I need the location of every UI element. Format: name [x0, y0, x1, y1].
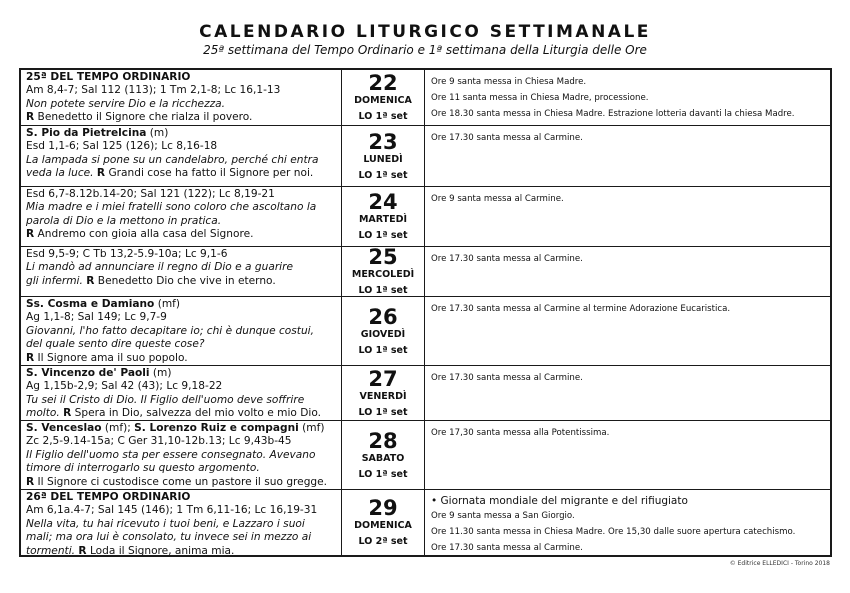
page-title: CALENDARIO LITURGICO SETTIMANALE: [199, 22, 651, 42]
celebration-name: Ss. Cosma e Damiano: [26, 298, 155, 310]
celebration-name: S. Venceslao: [26, 422, 102, 434]
readings-cell: [21, 297, 341, 365]
reading-text: molto.: [26, 407, 60, 420]
readings-cell: [21, 70, 341, 125]
event-item: Ore 17.30 santa messa al Carmine.: [431, 254, 583, 264]
reading-line: [26, 449, 336, 462]
day-row: [21, 365, 830, 420]
weekday-name: VENERDÌ: [359, 390, 407, 402]
events-cell: [425, 490, 830, 555]
day-number: 25: [368, 245, 398, 269]
reading-text: gli infermi.: [26, 274, 83, 287]
weekday-name: GIOVEDÌ: [360, 328, 406, 340]
event-highlight: • Giornata mondiale del migrante e del rifiugiato: [431, 495, 688, 507]
day-row: [21, 296, 830, 365]
day-row: [21, 420, 830, 489]
day-row: [21, 125, 830, 186]
liturgy-hours-set: LO 1ª set: [358, 169, 408, 181]
liturgy-hours-set: LO 1ª set: [358, 111, 408, 122]
reading-text: Ag 1,15b-2,9; Sal 42 (43); Lc 9,18-22: [26, 380, 223, 393]
ritornello-text: Benedetto Dio che vive in eterno.: [97, 274, 276, 287]
event-item: Ore 17.30 santa messa al Carmine.: [431, 133, 583, 143]
ritornello-text: Il Signore ama il suo popolo.: [37, 351, 188, 364]
reading-line: [26, 167, 336, 180]
day-row: [21, 186, 830, 246]
reading-line: [26, 275, 336, 288]
ritornello-mark: R: [78, 544, 87, 555]
reading-text: Il Figlio dell'uomo sta per essere consegnato. Avevano: [26, 448, 316, 461]
weekday-name: SABATO: [361, 452, 405, 464]
date-cell: [341, 187, 425, 246]
date-cell: [341, 490, 425, 555]
event-item: Ore 9 santa messa a San Giorgio.: [431, 511, 575, 521]
date-cell: [341, 126, 425, 186]
ritornello-mark: R: [26, 111, 35, 124]
weekday-name: DOMENICA: [354, 95, 412, 106]
reading-line: [26, 154, 336, 167]
reading-text: Esd 6,7-8.12b.14-20; Sal 121 (122); Lc 8,19-21: [26, 188, 275, 200]
ritornello-text: Il Signore ci custodisce come un pastore il suo gregge.: [37, 475, 328, 488]
ritornello-line: [26, 352, 336, 365]
celebration-rank: (mf): [298, 422, 325, 434]
event-item: Ore 17.30 santa messa al Carmine al termine Adorazione Eucaristica.: [431, 304, 731, 314]
reading-line: [26, 367, 336, 380]
page-subtitle: 25ª settimana del Tempo Ordinario e 1ª settimana della Liturgia delle Ore: [203, 43, 647, 57]
readings-cell: [21, 490, 341, 555]
event-item: Ore 11 santa messa in Chiesa Madre, processione.: [431, 93, 649, 103]
reading-text: Esd 1,1-6; Sal 125 (126); Lc 8,16-18: [26, 140, 218, 153]
reading-line: [26, 407, 336, 420]
reading-text: timore di interrogarlo su questo argomento.: [26, 462, 260, 475]
day-row: [21, 70, 830, 125]
publisher-footer: © Editrice ELLEDICI - Torino 2018: [729, 560, 830, 567]
day-number: 24: [368, 190, 398, 214]
celebration-name: S. Lorenzo Ruiz e compagni: [134, 422, 299, 434]
day-number: 29: [368, 496, 398, 520]
celebration-rank: (m): [146, 127, 169, 139]
events-cell: [425, 70, 830, 125]
reading-text: veda la luce.: [26, 167, 94, 180]
event-item: Ore 9 santa messa in Chiesa Madre.: [431, 77, 587, 87]
ritornello-mark: R: [26, 351, 35, 364]
readings-cell: [21, 126, 341, 186]
day-number: 23: [368, 129, 398, 154]
reading-line: [26, 261, 336, 274]
events-cell: [425, 297, 830, 365]
reading-line: [26, 298, 336, 311]
date-cell: [341, 297, 425, 365]
liturgy-hours-set: LO 1ª set: [358, 285, 408, 296]
celebration-name: 26ª DEL TEMPO ORDINARIO: [26, 491, 191, 503]
events-cell: [425, 126, 830, 186]
day-number: 26: [368, 304, 398, 329]
celebration-rank: (mf);: [101, 422, 135, 434]
reading-text: del quale sento dire queste cose?: [26, 338, 205, 351]
liturgy-hours-set: LO 1ª set: [358, 406, 408, 418]
ritornello-text: Grandi cose ha fatto il Signore per noi.: [108, 167, 314, 180]
reading-line: [26, 140, 336, 153]
celebration-name: S. Pio da Pietrelcina: [26, 127, 147, 139]
reading-text: Am 6,1a.4-7; Sal 145 (146); 1 Tm 6,11-16; Lc 16,19-31: [26, 504, 318, 517]
date-cell: [341, 247, 425, 296]
ritornello-mark: R: [96, 167, 106, 180]
ritornello-line: [26, 111, 336, 124]
reading-text: Mia madre e i miei fratelli sono coloro che ascoltano la: [26, 201, 317, 214]
date-cell: [341, 70, 425, 125]
event-item: Ore 17.30 santa messa al Carmine.: [431, 373, 583, 383]
reading-line: [26, 311, 336, 324]
reading-line: [26, 462, 336, 475]
date-cell: [341, 421, 425, 489]
reading-line: [26, 545, 336, 555]
liturgy-hours-set: LO 1ª set: [358, 230, 408, 241]
celebration-name: S. Vincenzo de' Paoli: [26, 367, 150, 379]
day-row: [21, 489, 830, 555]
readings-cell: [21, 421, 341, 489]
reading-text: Am 8,4-7; Sal 112 (113); 1 Tm 2,1-8; Lc 16,1-13: [26, 84, 281, 97]
event-item: Ore 18.30 santa messa in Chiesa Madre. Estrazione lotteria davanti la chiesa Madre.: [431, 109, 795, 119]
event-item: Ore 9 santa messa al Carmine.: [431, 194, 564, 204]
reading-line: [26, 127, 336, 140]
liturgy-hours-set: LO 1ª set: [358, 344, 408, 356]
reading-line: [26, 215, 336, 228]
day-number: 27: [368, 366, 398, 391]
event-item: Ore 17.30 santa messa al Carmine.: [431, 543, 583, 553]
reading-text: Li mandò ad annunciare il regno di Dio e a guarire: [26, 261, 293, 274]
event-item: Ore 11.30 santa messa in Chiesa Madre. Ore 15,30 dalle suore apertura catechismo.: [431, 527, 796, 537]
reading-text: Ag 1,1-8; Sal 149; Lc 9,7-9: [26, 311, 167, 324]
reading-line: [26, 338, 336, 351]
ritornello-mark: R: [63, 407, 72, 420]
reading-text: Tu sei il Cristo di Dio. Il Figlio dell'uomo deve soffrire: [26, 393, 305, 406]
reading-text: parola di Dio e la mettono in pratica.: [26, 214, 222, 227]
reading-text: Giovanni, l'ho fatto decapitare io; chi è dunque costui,: [26, 324, 314, 337]
readings-cell: [21, 366, 341, 420]
ritornello-text: Andremo con gioia alla casa del Signore.: [37, 228, 254, 241]
reading-line: [26, 380, 336, 393]
reading-text: Esd 9,5-9; C Tb 13,2-5.9-10a; Lc 9,1-6: [26, 248, 228, 260]
weekday-name: LUNEDÌ: [363, 153, 403, 165]
ritornello-mark: R: [86, 274, 95, 287]
events-cell: [425, 366, 830, 420]
reading-text: Non potete servire Dio e la ricchezza.: [26, 97, 226, 110]
weekday-name: MERCOLEDÌ: [351, 269, 415, 280]
ritornello-line: [26, 476, 336, 489]
reading-line: [26, 394, 336, 407]
readings-cell: [21, 247, 341, 296]
events-cell: [425, 247, 830, 296]
reading-line: [26, 504, 336, 517]
ritornello-text: Benedetto il Signore che rialza il povero.: [37, 111, 253, 124]
reading-line: [26, 531, 336, 544]
reading-text: La lampada si pone su un candelabro, perché chi entra: [26, 153, 319, 166]
day-number: 22: [368, 71, 398, 95]
liturgy-hours-set: LO 2ª set: [358, 536, 408, 547]
reading-line: [26, 491, 336, 504]
celebration-name: 25ª DEL TEMPO ORDINARIO: [26, 71, 191, 83]
day-row: [21, 246, 830, 296]
date-cell: [341, 366, 425, 420]
readings-cell: [21, 187, 341, 246]
reading-text: Nella vita, tu hai ricevuto i tuoi beni, e Lazzaro i suoi: [26, 517, 305, 530]
reading-line: [26, 435, 336, 448]
reading-line: [26, 71, 336, 84]
reading-line: [26, 325, 336, 338]
reading-line: [26, 98, 336, 111]
events-cell: [425, 421, 830, 489]
weekday-name: DOMENICA: [354, 520, 412, 531]
reading-text: Zc 2,5-9.14-15a; C Ger 31,10-12b.13; Lc 9,43b-45: [26, 435, 292, 448]
reading-line: [26, 201, 336, 214]
reading-line: [26, 188, 336, 201]
ritornello-text: Loda il Signore, anima mia.: [89, 544, 235, 555]
ritornello-text: Spera in Dio, salvezza del mio volto e mio Dio.: [74, 407, 322, 420]
calendar-table: [19, 68, 832, 557]
events-cell: [425, 187, 830, 246]
celebration-rank: (m): [149, 367, 172, 379]
reading-line: [26, 84, 336, 97]
ritornello-mark: R: [26, 475, 35, 488]
ritornello-mark: R: [26, 228, 35, 241]
reading-line: [26, 518, 336, 531]
reading-line: [26, 248, 336, 261]
day-number: 28: [368, 428, 398, 453]
reading-text: tormenti.: [26, 544, 76, 555]
liturgy-hours-set: LO 1ª set: [358, 468, 408, 480]
reading-text: mali; ma ora lui è consolato, tu invece sei in mezzo ai: [26, 531, 312, 544]
weekday-name: MARTEDÌ: [358, 214, 408, 225]
ritornello-line: [26, 228, 336, 241]
reading-line: [26, 422, 336, 435]
celebration-rank: (mf): [154, 298, 181, 310]
event-item: Ore 17,30 santa messa alla Potentissima.: [431, 428, 610, 438]
